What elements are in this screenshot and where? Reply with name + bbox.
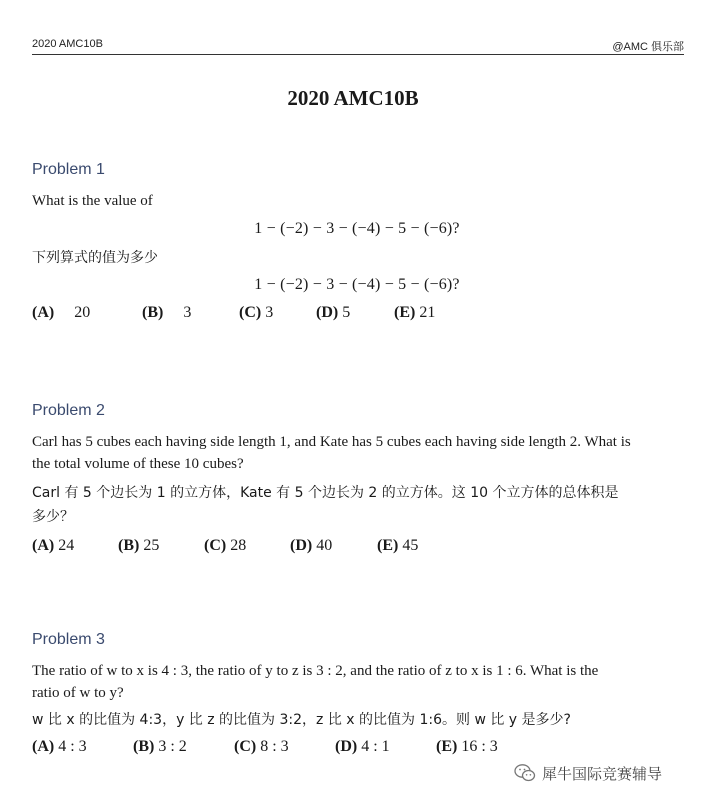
problem-2-heading: Problem 2	[32, 402, 105, 419]
choice-d	[335, 736, 436, 758]
choice-a	[32, 302, 142, 324]
problem-1-choices	[32, 302, 682, 324]
choice-c	[234, 736, 335, 758]
header-left: 2020 AMC10B	[32, 38, 103, 50]
choice-label: (B)	[142, 304, 164, 321]
document-title: 2020 AMC10B	[287, 86, 419, 110]
problem-3-text-en-2: ratio of w to y?	[32, 685, 124, 701]
choice-b	[133, 736, 234, 758]
problem-1-equation-repeat: 1 − (−2) − 3 − (−4) − 5 − (−6)?	[254, 276, 460, 293]
header-rule	[32, 54, 684, 55]
problem-3-heading: Problem 3	[32, 631, 105, 648]
problem-1-equation: 1 − (−2) − 3 − (−4) − 5 − (−6)?	[254, 220, 460, 237]
choice-d	[316, 302, 394, 324]
choice-label: (E)	[377, 537, 399, 554]
choice-label: (C)	[204, 537, 227, 554]
problem-2-text-cn-1: Carl 有 5 个边长为 1 的立方体，Kate 有 5 个边长为 2 的立方体。这 10 个立方体的总体积是	[32, 485, 619, 501]
choice-value: 40	[316, 537, 333, 554]
choice-value: 45	[402, 537, 419, 554]
choice-a	[32, 535, 118, 557]
problem-1-heading: Problem 1	[32, 161, 105, 178]
watermark-text: 犀牛国际竞赛辅导	[542, 764, 663, 783]
choice-label: (A)	[32, 738, 55, 755]
problem-3-text-cn: w 比 x 的比值为 4:3，y 比 z 的比值为 3:2，z 比 x 的比值为 1:6。则 w 比 y 是多少?	[32, 712, 571, 728]
choice-value: 3	[265, 304, 274, 321]
problem-2	[32, 401, 682, 557]
choice-value: 3 : 2	[158, 738, 187, 755]
header-right: @AMC 俱乐部	[612, 41, 684, 53]
choice-label: (A)	[32, 304, 55, 321]
choice-label: (A)	[32, 537, 55, 554]
choice-c	[239, 302, 316, 324]
choice-e	[394, 302, 435, 324]
choice-label: (E)	[436, 738, 458, 755]
problem-2-choices	[32, 535, 682, 557]
choice-label: (C)	[239, 304, 262, 321]
problem-2-text-en-1: Carl has 5 cubes each having side length 1, and Kate has 5 cubes each having side length 2. What is	[32, 434, 631, 450]
choice-value: 8 : 3	[260, 738, 289, 755]
choice-c	[204, 535, 290, 557]
choice-d	[290, 535, 377, 557]
choice-value: 24	[58, 537, 75, 554]
choice-b	[142, 302, 239, 324]
problem-1-text-en: What is the value of	[32, 193, 153, 209]
choice-value: 4 : 1	[361, 738, 390, 755]
choice-value: 28	[230, 537, 247, 554]
problem-3	[32, 630, 682, 758]
problem-1-text-cn: 下列算式的值为多少	[32, 250, 158, 266]
choice-value: 20	[74, 304, 91, 321]
problem-1	[32, 160, 682, 324]
problem-2-text-en-2: the total volume of these 10 cubes?	[32, 456, 244, 472]
choice-value: 4 : 3	[58, 738, 87, 755]
choice-b	[118, 535, 204, 557]
problem-3-text-en-1: The ratio of w to x is 4 : 3, the ratio of y to z is 3 : 2, and the ratio of z to x is 1 : 6. What is the	[32, 663, 599, 679]
choice-label: (C)	[234, 738, 257, 755]
choice-value: 3	[183, 304, 192, 321]
page-header	[32, 38, 684, 54]
problem-2-text-cn-2: 多少？	[32, 509, 74, 525]
choice-value: 5	[342, 304, 351, 321]
problem-3-choices	[32, 736, 682, 758]
choice-label: (D)	[335, 738, 358, 755]
choice-label: (B)	[118, 537, 140, 554]
choice-e	[436, 736, 498, 758]
watermark	[514, 762, 662, 784]
choice-e	[377, 535, 418, 557]
choice-label: (D)	[316, 304, 339, 321]
wechat-icon	[514, 763, 536, 783]
choice-value: 25	[143, 537, 160, 554]
choice-label: (B)	[133, 738, 155, 755]
choice-label: (E)	[394, 304, 416, 321]
choice-a	[32, 736, 133, 758]
choice-value: 16 : 3	[461, 738, 498, 755]
choice-value: 21	[419, 304, 436, 321]
choice-label: (D)	[290, 537, 313, 554]
